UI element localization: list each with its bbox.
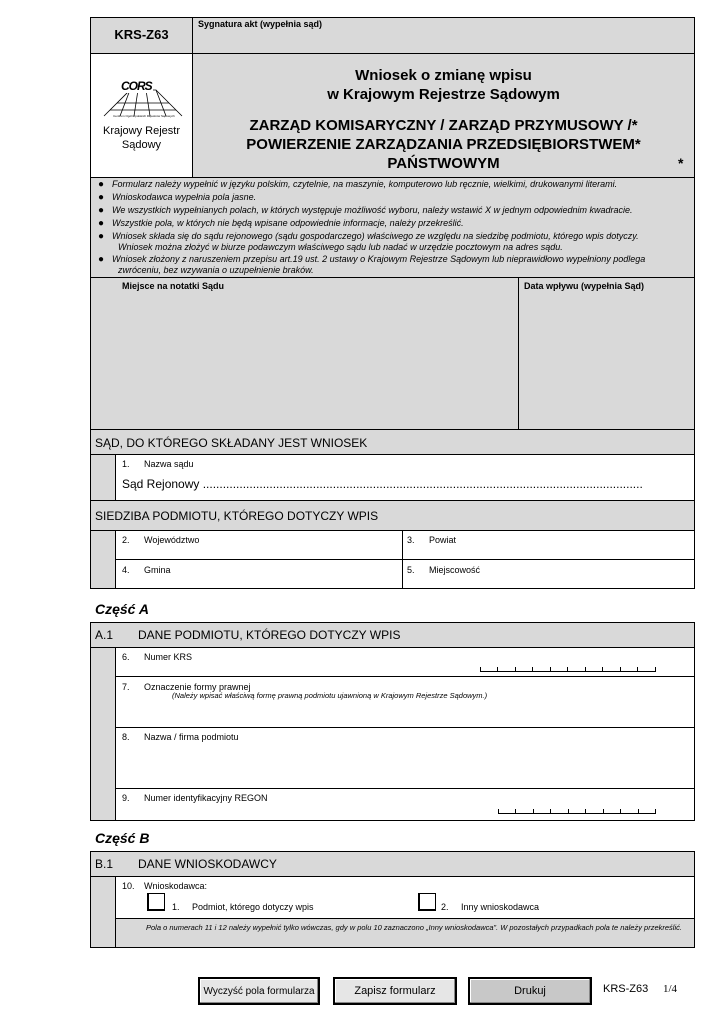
court-section-title: SĄD, DO KTÓREGO SKŁADANY JEST WNIOSEK: [95, 436, 368, 450]
part-a-indent: [90, 647, 116, 821]
part-b-note: Pola o numerach 11 i 12 należy wypełnić tylko wówczas, gdy w polu 10 zaznaczono „Inny wnioskodawca”. W pozostałych przypadkach pola te należy przekreślić.: [146, 923, 682, 932]
field-9-label: Numer identyfikacyjny REGON: [144, 793, 268, 803]
receipt-date-area: [518, 277, 695, 430]
field-9-number: 9.: [122, 793, 130, 803]
field-3-label: Powiat: [429, 535, 457, 545]
field-4-number: 4.: [122, 565, 130, 575]
seat-section-title: SIEDZIBA PODMIOTU, KTÓREGO DOTYCZY WPIS: [95, 509, 379, 523]
field-5-number: 5.: [407, 565, 415, 575]
registry-name-2: Sądowy: [121, 139, 162, 151]
instructions-list: ● Formularz należy wypełnić w języku polskim, czytelnie, na maszynie, komputerowo lub ręcznie, wielkimi, drukowanymi literami. ● Wnioskodawca wypełnia pola jasne. ● We wszystkich wypełnianych polach, w których występuje możliwość wyboru, należy wstawić X w jednym odpowiednim kwadracie. ● Wszystkie pola, w których nie będą wpisane odpowiednie informacje, należy przekreślić. ● Wniosek składa się do sądu rejonowego (sądu gospodarczego) właściwego ze względu na siedzibę podmiotu, którego wpis dotyczy. Wniosek można złożyć w biurze podawczym właściwego sądu lub nadać w urzędzie pocztowym na adres sądu. ● Wniosek złożony z naruszeniem przepisu art.19 ust. 2 ustawy o Krajowym Rejestrze Sądowym lub nieprawidłowo wypełniony podlega zwróceniu, bez wzywania o uzupełnienie braków.: [98, 179, 646, 275]
applicant-option-2-checkbox[interactable]: [418, 893, 436, 911]
title-line-2: w Krajowym Rejestrze Sądowym: [327, 86, 560, 103]
field-7-label: Oznaczenie formy prawnej: [144, 682, 251, 692]
save-form-button[interactable]: Zapisz formularz: [333, 977, 457, 1005]
clear-form-button[interactable]: Wyczyść pola formularza: [198, 977, 320, 1005]
part-b-code: B.1: [95, 857, 114, 871]
field-2-label: Województwo: [144, 535, 200, 545]
applicant-option-1-label: 1. Podmiot, którego dotyczy wpis: [172, 902, 314, 912]
part-a-heading: Część A: [95, 601, 149, 617]
court-name-value: Sąd Rejonowy ....................................................................................................................................: [122, 477, 643, 491]
krs-number-field[interactable]: [115, 647, 695, 677]
receipt-date-label: Data wpływu (wypełnia Sąd): [524, 281, 645, 291]
page-number: 1/4: [663, 983, 678, 995]
part-a-code: A.1: [95, 628, 114, 642]
seat-section-indent: [90, 530, 116, 589]
logo-text: CORS: [121, 79, 152, 93]
regon-digit-grid[interactable]: [498, 808, 656, 814]
field-6-label: Numer KRS: [144, 652, 193, 662]
applicant-option-2-label: 2. Inny wnioskodawca: [441, 902, 540, 912]
field-10-number: 10.: [122, 881, 135, 891]
field-3-number: 3.: [407, 535, 415, 545]
form-code: KRS-Z63: [114, 27, 169, 42]
field-5-label: Miejscowość: [429, 565, 481, 575]
footer-form-code: KRS-Z63: [603, 983, 649, 995]
title-line-1: Wniosek o zmianę wpisu: [355, 67, 532, 84]
field-7-note: (Należy wpisać właściwą formę prawną podmiotu ujawnioną w Krajowym Rejestrze Sądowym.): [172, 691, 488, 700]
registry-name-1: Krajowy Rejestr: [102, 125, 181, 137]
logo-subtext: Centrum Ogólnopolskich Rejestrów Sądowych: [113, 114, 175, 118]
court-section-indent: [90, 454, 116, 501]
subtitle-star: *: [678, 155, 684, 171]
subtitle-line-2: POWIERZENIE ZARZĄDZANIA PRZEDSIĘBIORSTWEM*: [246, 136, 641, 153]
field-10-label: Wnioskodawca:: [144, 881, 208, 891]
field-1-number: 1.: [122, 459, 130, 469]
field-2-number: 2.: [122, 535, 130, 545]
court-notes-area: [90, 277, 519, 430]
part-b-indent: [90, 876, 116, 948]
subtitle-line-1: ZARZĄD KOMISARYCZNY / ZARZĄD PRZYMUSOWY /*: [249, 117, 638, 134]
field-4-label: Gmina: [144, 565, 171, 575]
signature-label: Sygnatura akt (wypełnia sąd): [198, 19, 323, 29]
krs-digit-grid[interactable]: [480, 666, 656, 672]
court-notes-label: Miejsce na notatki Sądu: [122, 281, 225, 291]
field-1-label: Nazwa sądu: [144, 459, 194, 469]
field-8-label: Nazwa / firma podmiotu: [144, 732, 239, 742]
field-7-number: 7.: [122, 682, 130, 692]
subtitle-line-3: PAŃSTWOWYM: [387, 155, 500, 172]
print-button[interactable]: Drukuj: [468, 977, 592, 1005]
applicant-option-1-checkbox[interactable]: [147, 893, 165, 911]
field-6-number: 6.: [122, 652, 130, 662]
part-b-heading: Część B: [95, 830, 150, 846]
part-a-title: DANE PODMIOTU, KTÓREGO DOTYCZY WPIS: [138, 628, 401, 642]
part-b-title: DANE WNIOSKODAWCY: [138, 857, 277, 871]
field-8-number: 8.: [122, 732, 130, 742]
